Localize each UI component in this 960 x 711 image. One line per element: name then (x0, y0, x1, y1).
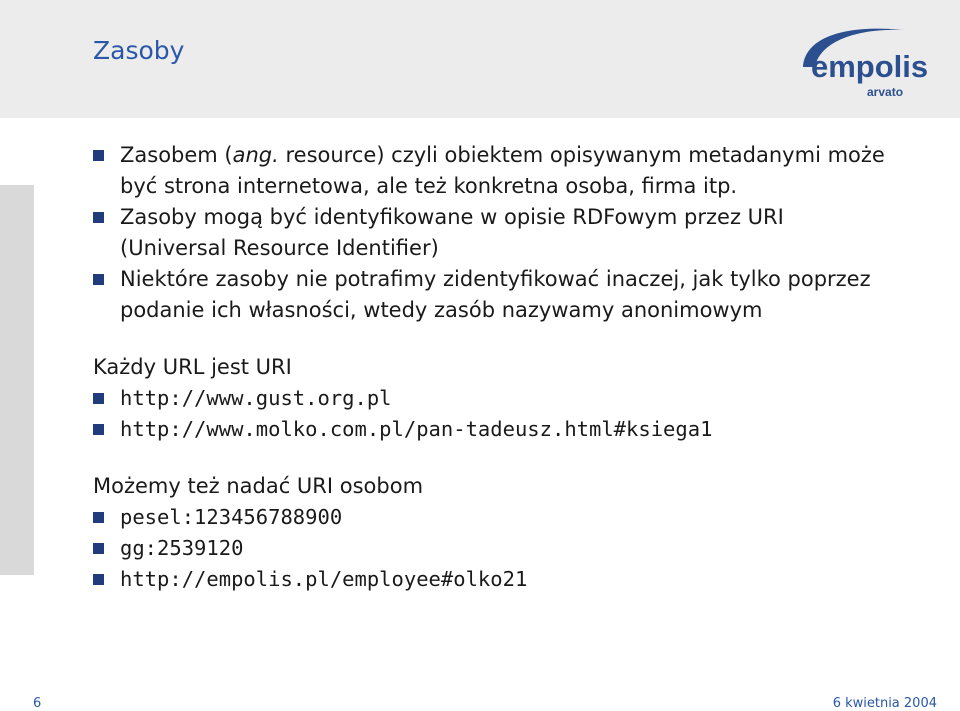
slide-number: 6 (33, 696, 42, 711)
text-span: Niektóre zasoby nie potrafimy zidentyfikować inaczej, jak tylko poprzez podanie ich własności, wtedy zasób nazywamy anonimowym (120, 267, 871, 322)
item-text (120, 205, 784, 260)
square-bullet-icon (93, 393, 104, 404)
bullet-item (93, 264, 893, 326)
square-bullet-icon (93, 574, 104, 585)
spacer (93, 326, 893, 352)
text-span: resource) czyli obiektem opisywanym metadanymi może być strona internetowa, ale też konkretna osoba, firma itp. (120, 143, 885, 198)
text-span: gg:2539120 (120, 536, 244, 560)
text-span: http://www.gust.org.pl (120, 386, 392, 410)
text-span: Zasoby mogą być identyfikowane w opisie RDFowym przez URI (Universal Resource Identifier) (120, 205, 784, 260)
spacer (93, 445, 893, 471)
section-heading (93, 471, 893, 502)
slide-title: Zasoby (93, 36, 185, 65)
item-text (120, 536, 243, 560)
text-span: Każdy URL jest URI (93, 355, 292, 379)
item-text (120, 386, 392, 410)
slide-content (93, 140, 893, 595)
italic-text: ang. (232, 143, 279, 167)
item-text (120, 567, 527, 591)
bullet-item (93, 533, 893, 564)
bullet-item (93, 414, 893, 445)
bullet-item (93, 202, 893, 264)
slide-date: 6 kwietnia 2004 (832, 696, 937, 711)
square-bullet-icon (93, 543, 104, 554)
bullet-item (93, 140, 893, 202)
text-span: http://www.molko.com.pl/pan-tadeusz.html#ksiega1 (120, 417, 713, 441)
square-bullet-icon (93, 512, 104, 523)
item-text (120, 267, 871, 322)
text-span: Możemy też nadać URI osobom (93, 474, 424, 498)
text-span: Zasobem ( (120, 143, 233, 167)
item-text (120, 505, 342, 529)
section-heading (93, 352, 893, 383)
empolis-logo (795, 22, 940, 102)
logo-wordmark: empolis (811, 49, 929, 84)
item-text (120, 143, 885, 198)
bullet-item (93, 564, 893, 595)
square-bullet-icon (93, 274, 104, 285)
text-span: pesel:123456788900 (120, 505, 343, 529)
side-decoration-bar (0, 185, 34, 575)
square-bullet-icon (93, 424, 104, 435)
bullet-item (93, 502, 893, 533)
text-span: http://empolis.pl/employee#olko21 (120, 567, 528, 591)
square-bullet-icon (93, 212, 104, 223)
square-bullet-icon (93, 150, 104, 161)
item-text (120, 417, 712, 441)
item-text (93, 474, 423, 498)
logo-sub: arvato (867, 85, 904, 99)
bullet-item (93, 383, 893, 414)
item-text (93, 355, 292, 379)
